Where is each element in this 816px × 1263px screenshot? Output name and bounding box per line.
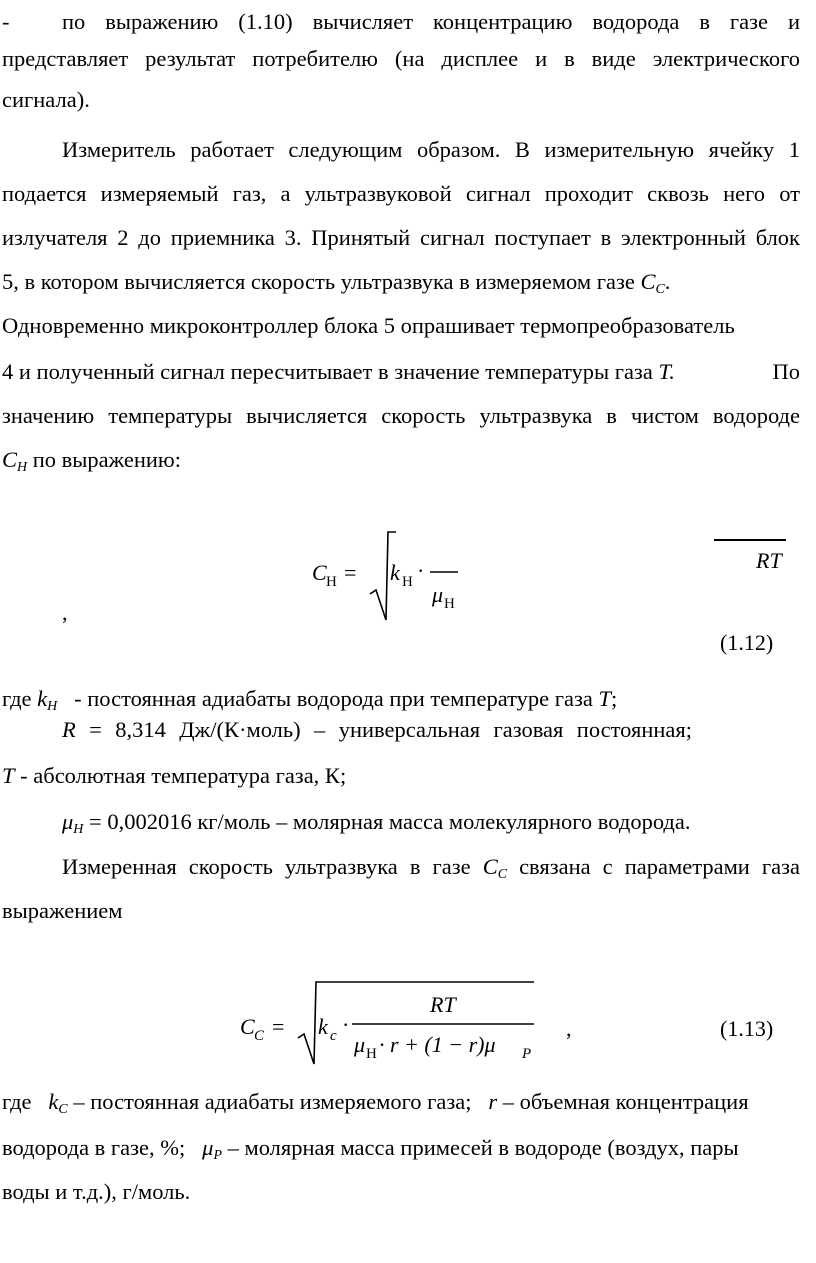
eq113-equals: = — [272, 1014, 285, 1039]
eq112-k: k — [390, 560, 400, 585]
def-kh: где $k_H$ - постоянная адиабаты водорода при температуре газа T; — [2, 686, 618, 715]
para1-line1: по выражению (1.10) вычисляет концентрацию водорода в газе и — [62, 9, 800, 34]
eq113-lhs: C — [240, 1014, 255, 1039]
eq112-den: μ — [432, 582, 444, 607]
eq112-num: RT — [756, 548, 782, 573]
eq112-lhs-sub: Н — [326, 574, 337, 590]
eq113-k: k — [318, 1014, 328, 1039]
eq113-num: RT — [430, 992, 456, 1017]
eq113-den-rest-sub: P — [522, 1046, 532, 1062]
eq113-k-sub: c — [330, 1028, 337, 1044]
eq112-equals: = — [344, 560, 357, 585]
para2-line5: Одновременно микроконтроллер блока 5 опрашивает термопреобразователь — [2, 313, 735, 338]
para1-line3: сигнала). — [2, 87, 90, 112]
para2-line7: значению температуры вычисляется скорость ультразвука в чистом водороде — [2, 403, 800, 428]
para2-line3: излучателя 2 до приемника 3. Принятый сигнал поступает в электронный блок — [2, 225, 800, 250]
para3-line1: Измеренная скорость ультразвука в газе $C_C$ связана с параметрами газа — [62, 854, 800, 883]
eq113-den: μ — [354, 1032, 366, 1057]
para1-line2: представляет результат потребителю (на дисплее и в виде электрического — [2, 46, 800, 71]
def113-line2: водорода в газе, %; $\mu_P$ – молярная масса примесей в водороде (воздух, пары — [2, 1135, 739, 1164]
eq112-k-sub: Н — [402, 574, 413, 590]
eq113-den-rest: · r + (1 − r)μ — [379, 1032, 496, 1057]
eq113-number: (1.13) — [720, 1016, 774, 1041]
def113-line3: воды и т.д.), г/моль. — [2, 1179, 191, 1204]
def-t: T - абсолютная температура газа, К; — [2, 763, 347, 788]
eq112-lhs: C — [312, 560, 327, 585]
def-r: R = 8,314 Дж/(К·моль) – универсальная газовая постоянная; — [62, 717, 692, 742]
equation-1-12 — [0, 520, 816, 660]
para2-line1: Измеритель работает следующим образом. В измерительную ячейку 1 — [62, 137, 800, 162]
para3-line2: выражением — [2, 898, 123, 923]
para2-line2: подается измеряемый газ, а ультразвуковой сигнал проходит сквозь него от — [2, 181, 800, 206]
para2-line4: 5, в котором вычисляется скорость ультразвука в измеряемом газе $C_C$. — [2, 269, 671, 298]
def-mu: $\mu_H = 0,002016$ кг/моль – молярная масса молекулярного водорода. — [62, 809, 691, 838]
eq112-dot: · — [417, 558, 425, 583]
eq112-comma: , — [62, 600, 68, 625]
eq113-den-sub: Н — [366, 1046, 377, 1062]
equation-1-13 — [0, 972, 816, 1072]
def113-line1: где $k_C$ – постоянная адиабаты измеряемого газа; r – объемная концентрация — [2, 1089, 749, 1118]
eq113-comma: , — [566, 1016, 572, 1041]
para2-line8: $C_H$ по выражению: — [2, 447, 181, 476]
eq112-den-sub: Н — [444, 596, 455, 612]
para2-line6: 4 и полученный сигнал пересчитывает в значение температуры газа T. По — [2, 359, 800, 384]
eq113-dot: · — [342, 1012, 350, 1037]
eq112-number: (1.12) — [720, 630, 774, 655]
list-dash: - — [2, 9, 10, 34]
eq113-lhs-sub: C — [254, 1028, 265, 1044]
